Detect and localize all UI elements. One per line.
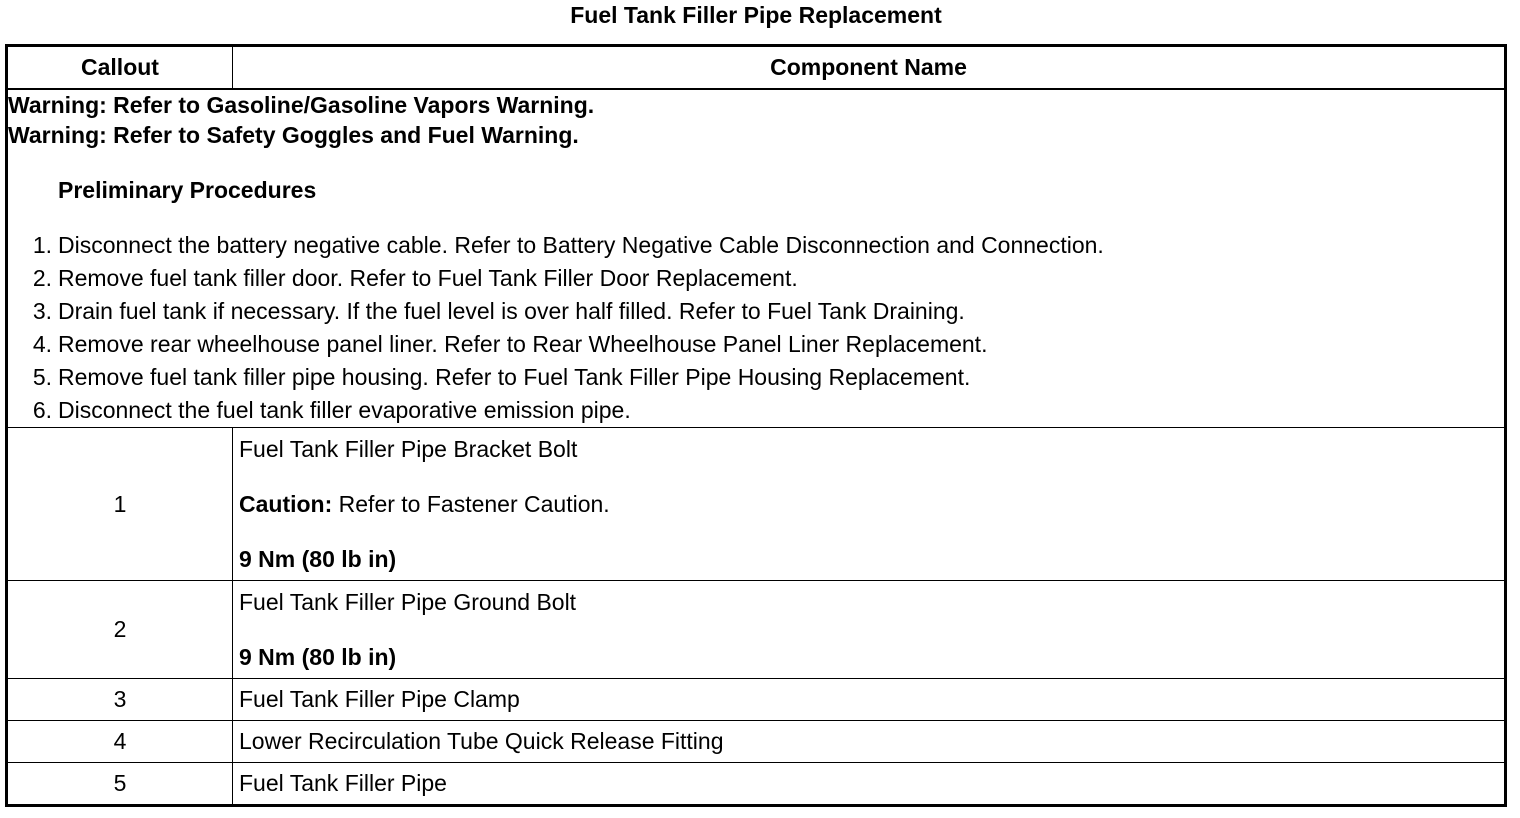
torque-spec: 9 Nm (80 lb in): [239, 644, 397, 670]
component-cell: [233, 581, 1506, 679]
preliminary-row: [7, 89, 1506, 428]
list-item: [8, 229, 1504, 262]
table-row: [7, 763, 1506, 806]
step-number: 3.: [32, 298, 52, 324]
step-number: 6.: [32, 397, 52, 423]
list-item: [8, 394, 1504, 427]
preliminary-procedures-heading: Preliminary Procedures: [58, 177, 317, 203]
caution-note: [239, 489, 1504, 519]
step-number: 1.: [32, 232, 52, 258]
step-number: 5.: [32, 364, 52, 390]
preliminary-cell: [7, 89, 1506, 428]
procedure-table: [5, 44, 1507, 807]
step-text: Remove rear wheelhouse panel liner. Refer to Rear Wheelhouse Panel Liner Replacement.: [58, 331, 988, 357]
step-number: 2.: [32, 265, 52, 291]
page-title: Fuel Tank Filler Pipe Replacement: [570, 2, 942, 28]
table-row: [7, 428, 1506, 581]
component-name: Fuel Tank Filler Pipe: [233, 763, 1506, 806]
step-text: Disconnect the fuel tank filler evaporative emission pipe.: [58, 397, 631, 423]
step-text: Remove fuel tank filler door. Refer to Fuel Tank Filler Door Replacement.: [58, 265, 798, 291]
torque-spec: 9 Nm (80 lb in): [239, 546, 397, 572]
callout-column-header: Callout: [7, 46, 233, 90]
step-number: 4.: [32, 331, 52, 357]
component-name: Fuel Tank Filler Pipe Bracket Bolt: [239, 436, 578, 462]
list-item: [8, 328, 1504, 361]
list-item: [8, 295, 1504, 328]
callout-cell: 5: [7, 763, 233, 806]
step-text: Disconnect the battery negative cable. Refer to Battery Negative Cable Disconnection and Connection.: [58, 232, 1104, 258]
component-name: Fuel Tank Filler Pipe Ground Bolt: [239, 589, 577, 615]
component-name-column-header: Component Name: [233, 46, 1506, 90]
component-cell: [233, 428, 1506, 581]
table-row: [7, 679, 1506, 721]
callout-cell: 1: [7, 428, 233, 581]
step-text: Remove fuel tank filler pipe housing. Refer to Fuel Tank Filler Pipe Housing Replacement.: [58, 364, 971, 390]
callout-cell: 2: [7, 581, 233, 679]
step-text: Drain fuel tank if necessary. If the fuel level is over half filled. Refer to Fuel Tank Draining.: [58, 298, 965, 324]
table-row: [7, 721, 1506, 763]
list-item: [8, 361, 1504, 394]
table-row: [7, 581, 1506, 679]
table-header-row: [7, 46, 1506, 90]
caution-label: Caution:: [239, 491, 333, 517]
callout-cell: 3: [7, 679, 233, 721]
component-name: Lower Recirculation Tube Quick Release Fitting: [233, 721, 1506, 763]
list-item: [8, 262, 1504, 295]
component-name: Fuel Tank Filler Pipe Clamp: [233, 679, 1506, 721]
warning-safety-goggles: Warning: Refer to Safety Goggles and Fuel Warning.: [8, 122, 579, 148]
caution-text: Refer to Fastener Caution.: [332, 491, 610, 517]
warning-gasoline-vapors: Warning: Refer to Gasoline/Gasoline Vapors Warning.: [8, 92, 595, 118]
callout-cell: 4: [7, 721, 233, 763]
preliminary-steps-list: [8, 229, 1504, 427]
